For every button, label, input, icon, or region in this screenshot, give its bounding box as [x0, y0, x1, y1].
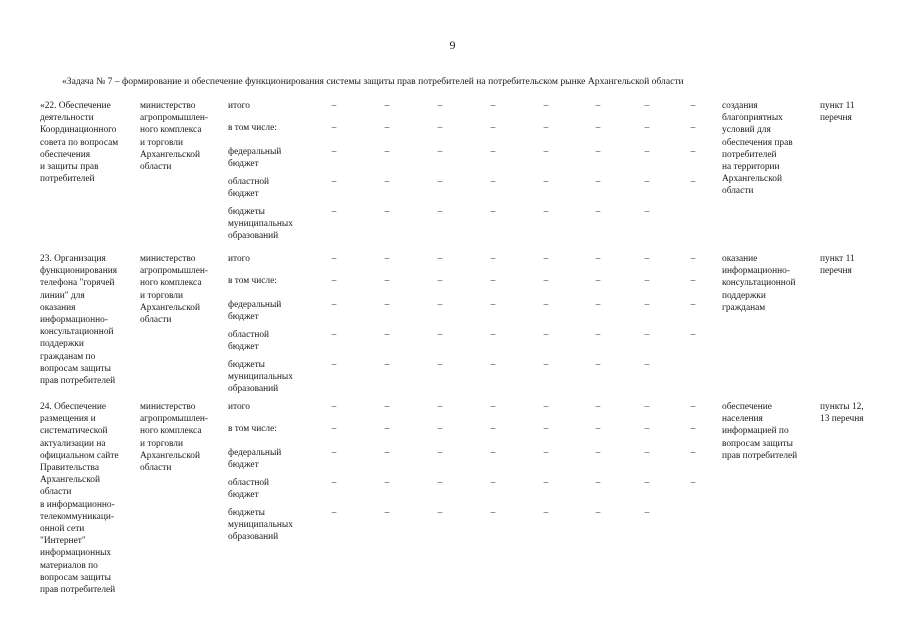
empty-value-dash: – [331, 123, 337, 133]
empty-value-dash: – [543, 147, 549, 157]
empty-value-dash: – [644, 101, 650, 111]
empty-value-dash: – [490, 448, 496, 458]
empty-value-dash: – [384, 300, 390, 310]
empty-value-dash: – [437, 207, 443, 217]
empty-value-dash: – [384, 254, 390, 264]
empty-value-dash: – [690, 276, 696, 286]
funding-source-label: областной бюджет [228, 330, 270, 353]
empty-value-dash: – [331, 478, 337, 488]
empty-value-dash: – [644, 330, 650, 340]
reference-cell: пункт 11 перечня [820, 254, 855, 277]
empty-value-dash: – [644, 207, 650, 217]
empty-value-dash: – [331, 207, 337, 217]
empty-value-dash: – [690, 402, 696, 412]
empty-value-dash: – [490, 254, 496, 264]
page-number: 9 [449, 38, 456, 52]
empty-value-dash: – [543, 254, 549, 264]
empty-value-dash: – [490, 207, 496, 217]
empty-value-dash: – [543, 276, 549, 286]
empty-value-dash: – [644, 300, 650, 310]
empty-value-dash: – [331, 254, 337, 264]
empty-value-dash: – [690, 254, 696, 264]
funding-source-label: областной бюджет [228, 478, 270, 501]
empty-value-dash: – [595, 101, 601, 111]
empty-value-dash: – [331, 508, 337, 518]
empty-value-dash: – [384, 207, 390, 217]
empty-value-dash: – [437, 101, 443, 111]
empty-value-dash: – [543, 448, 549, 458]
empty-value-dash: – [331, 300, 337, 310]
empty-value-dash: – [543, 360, 549, 370]
empty-value-dash: – [384, 360, 390, 370]
empty-value-dash: – [644, 147, 650, 157]
empty-value-dash: – [437, 276, 443, 286]
empty-value-dash: – [644, 360, 650, 370]
empty-value-dash: – [690, 478, 696, 488]
empty-value-dash: – [384, 147, 390, 157]
empty-value-dash: – [543, 330, 549, 340]
empty-value-dash: – [490, 508, 496, 518]
empty-value-dash: – [437, 330, 443, 340]
empty-value-dash: – [331, 402, 337, 412]
empty-value-dash: – [690, 123, 696, 133]
result-cell: оказание информационно- консультационной поддержки гражданам [722, 254, 796, 313]
empty-value-dash: – [595, 478, 601, 488]
empty-value-dash: – [331, 448, 337, 458]
empty-value-dash: – [543, 478, 549, 488]
empty-value-dash: – [437, 300, 443, 310]
empty-value-dash: – [384, 330, 390, 340]
funding-source-label: итого [228, 402, 250, 412]
executor-cell: министерство агропромышлен- ного комплекса и торговли Архангельской области [140, 254, 209, 326]
empty-value-dash: – [490, 424, 496, 434]
reference-cell: пункты 12, 13 перечня [820, 402, 864, 425]
empty-value-dash: – [490, 360, 496, 370]
empty-value-dash: – [490, 402, 496, 412]
empty-value-dash: – [490, 478, 496, 488]
empty-value-dash: – [437, 147, 443, 157]
empty-value-dash: – [644, 424, 650, 434]
empty-value-dash: – [595, 508, 601, 518]
empty-value-dash: – [437, 508, 443, 518]
funding-source-label: бюджеты муниципальных образований [228, 360, 293, 395]
empty-value-dash: – [437, 478, 443, 488]
funding-source-label: в том числе: [228, 276, 277, 286]
empty-value-dash: – [384, 276, 390, 286]
empty-value-dash: – [644, 254, 650, 264]
empty-value-dash: – [595, 300, 601, 310]
empty-value-dash: – [331, 177, 337, 187]
empty-value-dash: – [384, 123, 390, 133]
empty-value-dash: – [384, 101, 390, 111]
empty-value-dash: – [690, 300, 696, 310]
empty-value-dash: – [490, 101, 496, 111]
empty-value-dash: – [331, 360, 337, 370]
executor-cell: министерство агропромышлен- ного комплекса и торговли Архангельской области [140, 101, 209, 173]
activity-cell: 24. Обеспечение размещения и систематической актуализации на официальном сайте Правительства Архангельской области в информационно- телекоммуникаци- онной сети "Интернет" информационных материалов по вопросам защиты прав потребителей [40, 402, 119, 596]
empty-value-dash: – [490, 177, 496, 187]
empty-value-dash: – [490, 330, 496, 340]
empty-value-dash: – [384, 177, 390, 187]
result-cell: обеспечение населения информацией по вопросам защиты прав потребителей [722, 402, 798, 461]
funding-source-label: итого [228, 254, 250, 264]
empty-value-dash: – [384, 448, 390, 458]
empty-value-dash: – [644, 276, 650, 286]
empty-value-dash: – [543, 402, 549, 412]
empty-value-dash: – [437, 177, 443, 187]
empty-value-dash: – [595, 177, 601, 187]
funding-source-label: областной бюджет [228, 177, 270, 200]
empty-value-dash: – [690, 177, 696, 187]
empty-value-dash: – [595, 330, 601, 340]
empty-value-dash: – [543, 300, 549, 310]
empty-value-dash: – [595, 424, 601, 434]
activity-cell: «22. Обеспечение деятельности Координационного совета по вопросам обеспечения и защиты прав потребителей [40, 101, 119, 185]
empty-value-dash: – [690, 424, 696, 434]
empty-value-dash: – [490, 276, 496, 286]
empty-value-dash: – [644, 123, 650, 133]
empty-value-dash: – [595, 448, 601, 458]
empty-value-dash: – [595, 147, 601, 157]
empty-value-dash: – [331, 147, 337, 157]
funding-source-label: в том числе: [228, 123, 277, 133]
funding-source-label: федеральный бюджет [228, 147, 282, 170]
empty-value-dash: – [331, 276, 337, 286]
empty-value-dash: – [644, 508, 650, 518]
funding-source-label: в том числе: [228, 424, 277, 434]
empty-value-dash: – [595, 254, 601, 264]
task-title: «Задача № 7 – формирование и обеспечение функционирования системы защиты прав потребителей на потребительском рынке Архангельской области [62, 76, 684, 87]
empty-value-dash: – [331, 424, 337, 434]
funding-source-label: федеральный бюджет [228, 448, 282, 471]
empty-value-dash: – [384, 424, 390, 434]
empty-value-dash: – [384, 508, 390, 518]
empty-value-dash: – [437, 402, 443, 412]
funding-source-label: итого [228, 101, 250, 111]
activity-cell: 23. Организация функционирования телефона "горячей линии" для оказания информационно- консультационной поддержки гражданам по вопросам защиты прав потребителей [40, 254, 118, 387]
empty-value-dash: – [690, 147, 696, 157]
executor-cell: министерство агропромышлен- ного комплекса и торговли Архангельской области [140, 402, 209, 474]
empty-value-dash: – [437, 448, 443, 458]
funding-source-label: федеральный бюджет [228, 300, 282, 323]
empty-value-dash: – [384, 402, 390, 412]
empty-value-dash: – [384, 478, 390, 488]
empty-value-dash: – [690, 101, 696, 111]
result-cell: создания благоприятных условий для обеспечения прав потребителей на территории Архангельской области [722, 101, 793, 197]
empty-value-dash: – [644, 177, 650, 187]
empty-value-dash: – [595, 360, 601, 370]
empty-value-dash: – [543, 508, 549, 518]
empty-value-dash: – [644, 402, 650, 412]
empty-value-dash: – [437, 424, 443, 434]
empty-value-dash: – [595, 402, 601, 412]
empty-value-dash: – [595, 123, 601, 133]
reference-cell: пункт 11 перечня [820, 101, 855, 124]
empty-value-dash: – [490, 147, 496, 157]
empty-value-dash: – [437, 254, 443, 264]
funding-source-label: бюджеты муниципальных образований [228, 207, 293, 242]
empty-value-dash: – [690, 448, 696, 458]
empty-value-dash: – [490, 123, 496, 133]
empty-value-dash: – [543, 101, 549, 111]
empty-value-dash: – [543, 207, 549, 217]
empty-value-dash: – [543, 177, 549, 187]
empty-value-dash: – [543, 123, 549, 133]
empty-value-dash: – [331, 330, 337, 340]
empty-value-dash: – [644, 478, 650, 488]
empty-value-dash: – [437, 123, 443, 133]
funding-source-label: бюджеты муниципальных образований [228, 508, 293, 543]
empty-value-dash: – [437, 360, 443, 370]
empty-value-dash: – [331, 101, 337, 111]
empty-value-dash: – [543, 424, 549, 434]
empty-value-dash: – [690, 330, 696, 340]
empty-value-dash: – [490, 300, 496, 310]
empty-value-dash: – [595, 207, 601, 217]
empty-value-dash: – [644, 448, 650, 458]
empty-value-dash: – [595, 276, 601, 286]
